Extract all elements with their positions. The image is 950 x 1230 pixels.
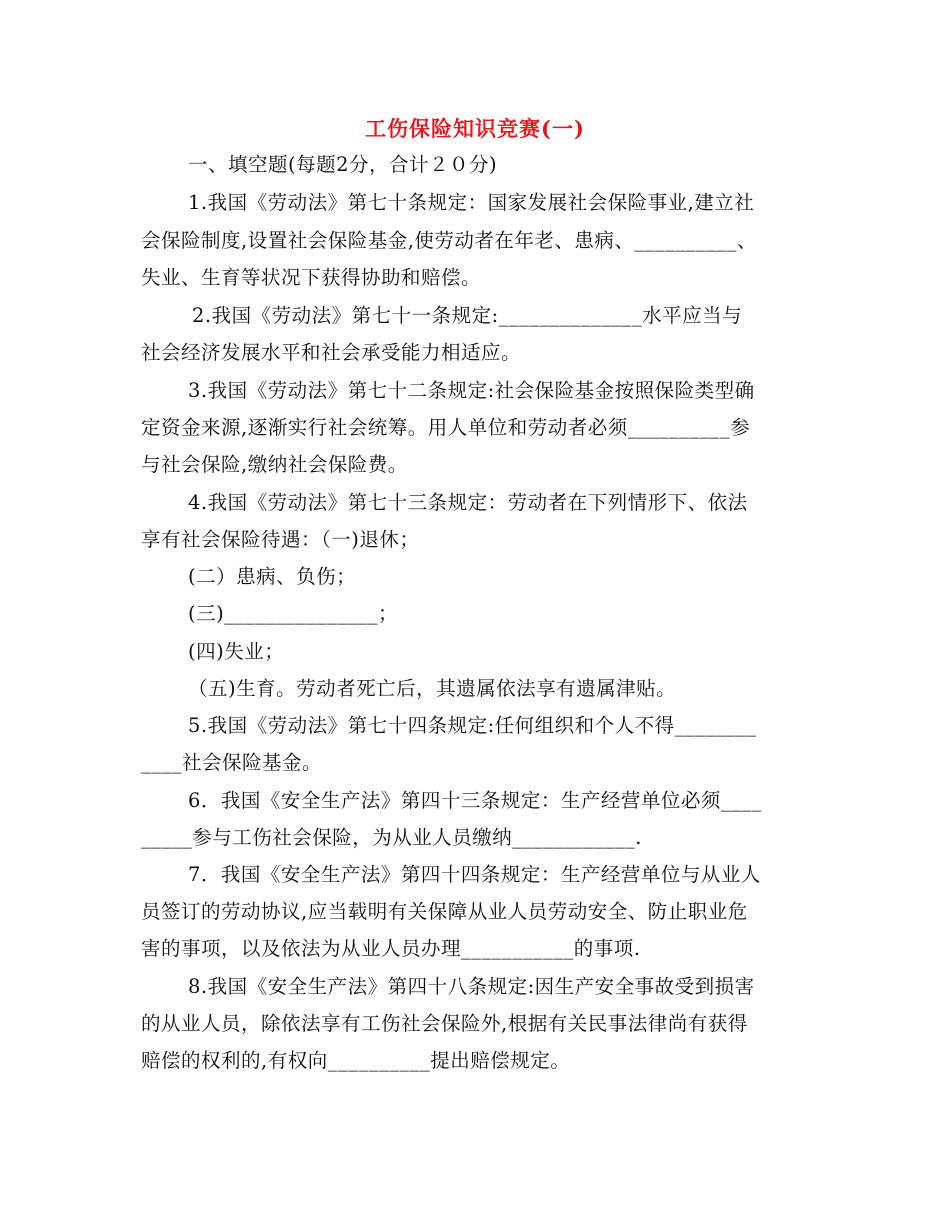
question-4-line-2: 享有社会保险待遇：（一)退休； bbox=[141, 528, 420, 551]
question-3-line-2: 定资金来源,逐渐实行社会统筹。用人单位和劳动者必须__________参 bbox=[141, 416, 751, 439]
question-4-item-3: (三)_______________； bbox=[188, 602, 398, 625]
question-8-line-3: 赔偿的权利的,有权向__________提出赔偿规定。 bbox=[141, 1049, 571, 1072]
question-2-line-2: 社会经济发展水平和社会承受能力相适应。 bbox=[141, 341, 522, 364]
section-heading: 一、填空题(每题2分，合计２０分) bbox=[188, 153, 498, 176]
question-3-line-1: 3.我国《劳动法》第七十二条规定:社会保险基金按照保险类型确 bbox=[188, 379, 755, 402]
question-2-line-1: 2.我国《劳动法》第七十一条规定:______________水平应当与 bbox=[192, 304, 743, 327]
document-title: 工伤保险知识竞赛(一) bbox=[365, 116, 585, 141]
question-4-item-2: (二）患病、负伤； bbox=[188, 565, 357, 588]
question-4-item-5: （五)生育。劳动者死亡后，其遗属依法享有遗属津贴。 bbox=[188, 677, 677, 700]
question-1-line-1: 1.我国《劳动法》第七十条规定：国家发展社会保险事业,建立社 bbox=[188, 191, 755, 214]
question-1-line-2: 会保险制度,设置社会保险基金,使劳动者在年老、患病、__________、 bbox=[141, 229, 757, 252]
question-7-line-2: 员签订的劳动协议,应当载明有关保障从业人员劳动安全、防止职业危 bbox=[141, 900, 748, 923]
question-5-line-1: 5.我国《劳动法》第七十四条规定:任何组织和个人不得________ bbox=[188, 714, 757, 737]
question-6-line-1: 6．我国《安全生产法》第四十三条规定：生产经营单位必须____ bbox=[188, 789, 762, 812]
question-3-line-3: 与社会保险,缴纳社会保险费。 bbox=[141, 453, 408, 476]
question-8-line-2: 的从业人员，除依法享有工伤社会保险外,根据有关民事法律尚有获得 bbox=[141, 1012, 748, 1035]
question-5-line-2: ____社会保险基金。 bbox=[141, 751, 323, 774]
question-7-line-3: 害的事项，以及依法为从业人员办理___________的事项. bbox=[141, 937, 641, 960]
question-4-item-4: (四)失业； bbox=[188, 640, 285, 663]
question-7-line-1: 7．我国《安全生产法》第四十四条规定：生产经营单位与从业人 bbox=[188, 863, 761, 886]
question-8-line-1: 8.我国《安全生产法》第四十八条规定:因生产安全事故受到损害 bbox=[188, 975, 755, 998]
question-6-line-2: _____参与工伤社会保险，为从业人员缴纳____________. bbox=[141, 826, 642, 849]
question-4-line-1: 4.我国《劳动法》第七十三条规定：劳动者在下列情形下、依法 bbox=[188, 491, 748, 514]
question-1-line-3: 失业、生育等状况下获得协助和赔偿。 bbox=[141, 266, 482, 289]
